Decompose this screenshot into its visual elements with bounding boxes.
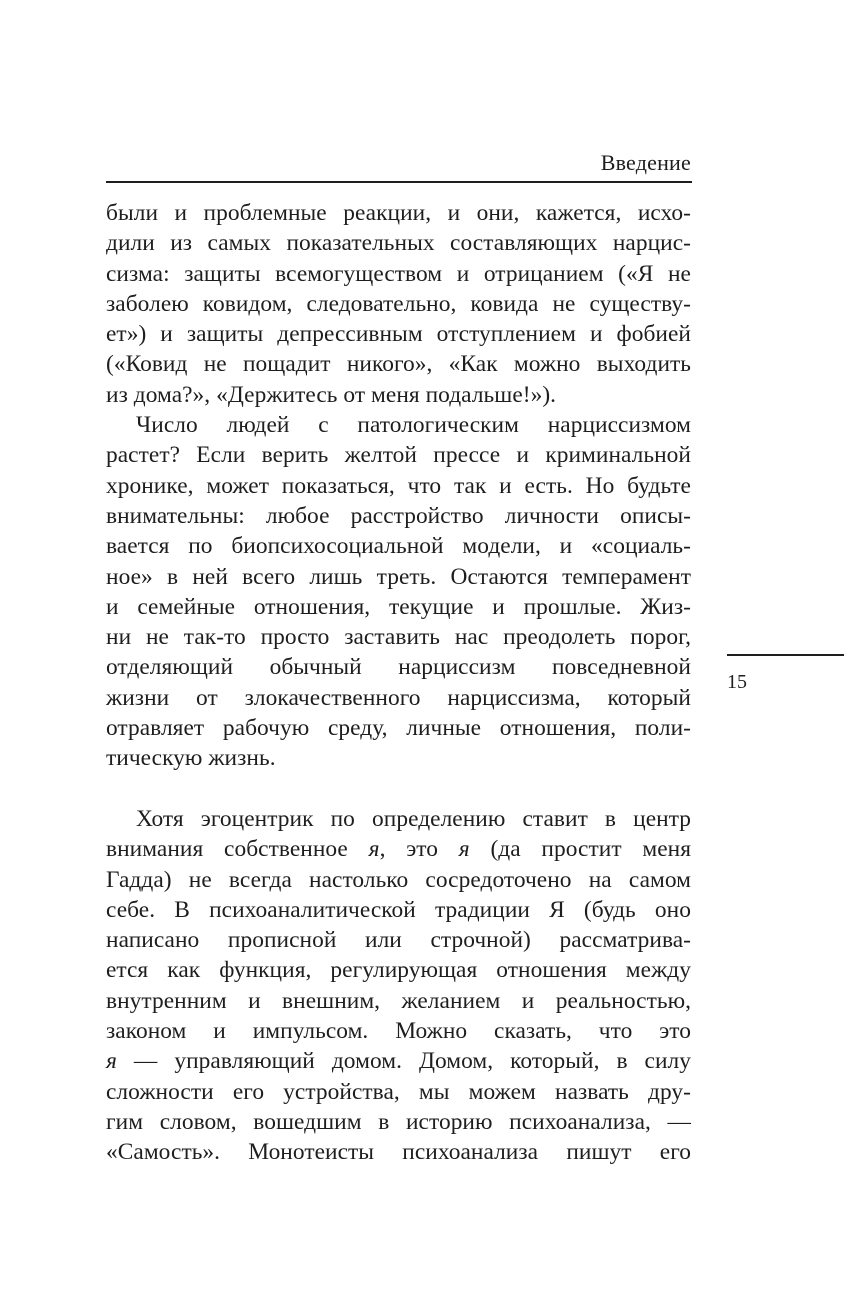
text-line: Гадда) не всегда настолько сосредоточено на самом bbox=[106, 866, 691, 893]
text-line: написано прописной или строчной) рассматрива- bbox=[106, 927, 691, 954]
text-line: внутренним и внешним, желанием и реальностью, bbox=[106, 987, 691, 1014]
paragraph-new-section bbox=[106, 804, 691, 1168]
text-line: Число людей с патологическим нарциссизмом bbox=[136, 412, 691, 439]
text-segment: (да простит меня bbox=[490, 836, 692, 863]
text-line: из дома?», «Держитесь от меня подальше!»). bbox=[106, 381, 557, 408]
text-line: ное» в ней всего лишь треть. Остаются темперамент bbox=[106, 563, 691, 590]
text-line: гим словом, вошедшим в историю психоанализа, — bbox=[106, 1108, 691, 1135]
text-line: вается по биопсихосоциальной модели, и «социаль- bbox=[106, 533, 691, 560]
paragraph-continued bbox=[106, 198, 691, 774]
text-line bbox=[106, 834, 691, 864]
text-segment: внимания собственное bbox=[106, 836, 348, 863]
text-line: дили из самых показательных составляющих нарцис- bbox=[106, 230, 691, 257]
text-line: отделяющий обычный нарциссизм повседневной bbox=[106, 654, 691, 681]
text-line: отравляет рабочую среду, личные отношения, поли- bbox=[106, 715, 691, 742]
text-line: («Ковид не пощадит никого», «Как можно выходить bbox=[106, 351, 691, 378]
header-rule bbox=[106, 181, 692, 183]
page-number: 15 bbox=[727, 671, 747, 693]
text-line: растет? Если верить желтой прессе и криминальной bbox=[106, 442, 691, 469]
running-head: Введение bbox=[600, 150, 691, 175]
italic-pronoun: я bbox=[368, 836, 380, 863]
folio-rule bbox=[727, 654, 844, 656]
text-line: были и проблемные реакции, и они, кажется, исхо- bbox=[106, 200, 691, 226]
italic-pronoun: я bbox=[458, 836, 470, 863]
text-line: жизни от злокачественного нарциссизма, который bbox=[106, 684, 691, 711]
text-line: тическую жизнь. bbox=[106, 745, 276, 772]
text-line: заболею ковидом, следовательно, ковида не существу- bbox=[106, 290, 691, 317]
text-line: и семейные отношения, текущие и прошлые. Жиз- bbox=[106, 593, 691, 620]
text-line: внимательны: любое расстройство личности описы- bbox=[106, 502, 691, 529]
text-line: сложности его устройства, мы можем назвать дру- bbox=[106, 1078, 691, 1105]
italic-pronoun: я bbox=[106, 1048, 117, 1075]
text-line: хронике, может показаться, что так и есть. Но будьте bbox=[106, 472, 691, 499]
text-segment: — управляющий домом. Домом, который, в силу bbox=[133, 1048, 691, 1075]
text-line: законом и импульсом. Можно сказать, что это bbox=[106, 1018, 691, 1045]
text-line: Хотя эгоцентрик по определению ставит в центр bbox=[136, 806, 691, 832]
text-line: себе. В психоаналитической традиции Я (будь оно bbox=[106, 896, 691, 923]
text-line: «Самость». Монотеисты психоанализа пишут его bbox=[106, 1139, 691, 1166]
text-line: сизма: защиты всемогуществом и отрицанием («Я не bbox=[106, 260, 691, 287]
text-line: ет») и защиты депрессивным отступлением и фобией bbox=[106, 321, 691, 348]
text-segment: , это bbox=[379, 836, 439, 863]
text-line bbox=[106, 1046, 691, 1076]
text-line: ни не так-то просто заставить нас преодолеть порог, bbox=[106, 624, 691, 651]
text-line: ется как функция, регулирующая отношения между bbox=[106, 957, 691, 984]
